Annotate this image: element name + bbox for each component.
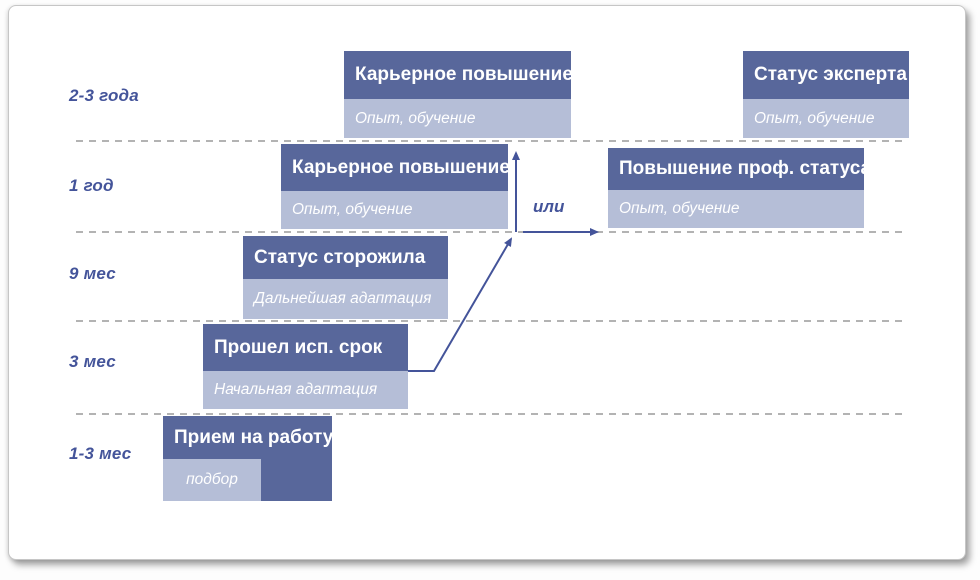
stage-subtitle: Опыт, обучение: [743, 99, 909, 138]
stage-title: Повышение проф. статуса: [608, 148, 864, 190]
row-label-1-3-months: 1-3 мес: [69, 444, 132, 463]
timeline-card: [8, 5, 966, 560]
stage-title: Статус эксперта: [743, 51, 909, 99]
stage-box-prof-status-up: [608, 148, 872, 228]
stage-title: Статус сторожила: [243, 236, 448, 279]
stage-title: Прошел исп. срок: [203, 324, 408, 371]
stage-box-hired: [163, 416, 332, 501]
or-label: или: [533, 197, 565, 216]
stage-subtitle: Опыт, обучение: [608, 190, 864, 228]
stage-subtitle: Опыт, обучение: [344, 99, 571, 138]
row-label-2-3-years: 2-3 года: [69, 86, 139, 105]
row-label-1-year: 1 год: [69, 176, 114, 195]
stage-title: Карьерное повышение: [281, 144, 508, 191]
row-divider: [76, 320, 908, 322]
stage-title: Карьерное повышение: [344, 51, 571, 99]
stage-subtitle: Опыт, обучение: [281, 191, 508, 229]
stage-box-expert-status: [743, 51, 909, 138]
stage-subtitle: Начальная адаптация: [203, 371, 408, 409]
row-divider: [76, 231, 908, 233]
stage-subtitle: подбор: [163, 459, 261, 501]
stage-subtitle: Дальнейшая адаптация: [243, 279, 448, 319]
stage-box-probation-passed: [203, 324, 408, 409]
stage-box-career-promotion-1y: [281, 144, 508, 229]
stage-title: Прием на работу: [174, 427, 334, 448]
row-label-3-months: 3 мес: [69, 352, 116, 371]
stage-box-veteran-status: [243, 236, 448, 319]
row-divider: [76, 140, 908, 142]
stage-box-career-promotion-2-3y: [344, 51, 571, 138]
row-divider: [76, 413, 908, 415]
row-label-9-months: 9 мес: [69, 264, 116, 283]
